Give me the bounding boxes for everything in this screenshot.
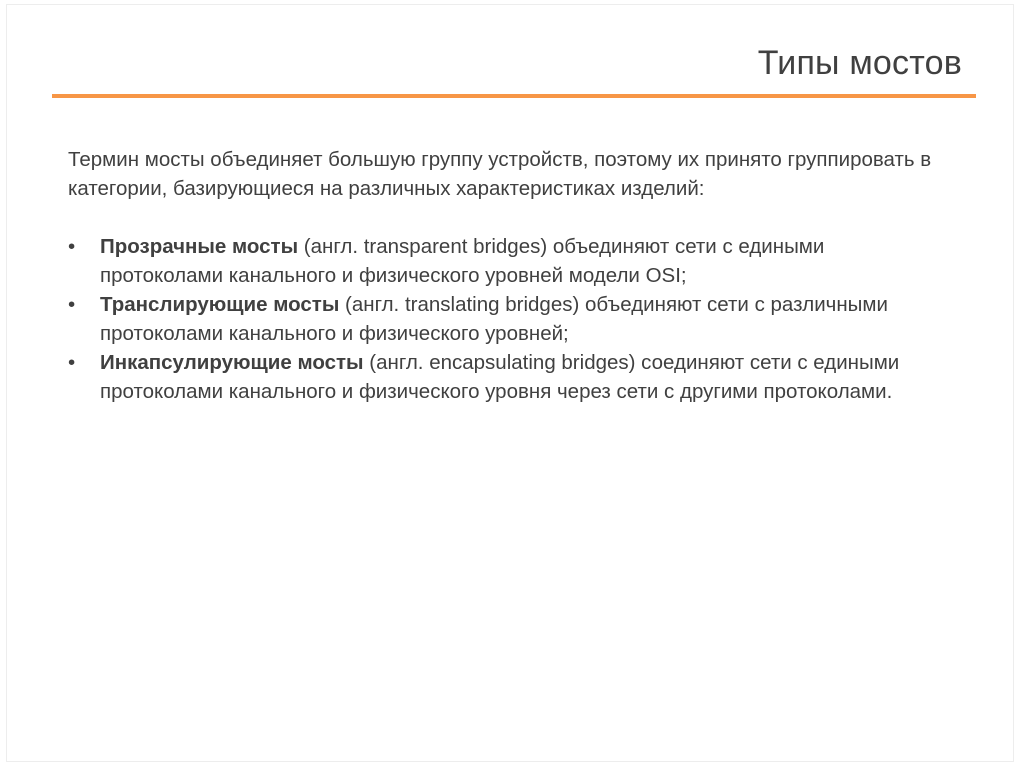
bullet-list: [68, 232, 948, 406]
bullet-text: (англ. transparent bridges) объединяют сети с едиными протоколами канального и физического уровней модели OSI;: [100, 235, 825, 287]
bullet-term: Транслирующие мосты: [100, 293, 340, 316]
title-underline: [52, 94, 976, 98]
bullet-icon: •: [68, 351, 76, 374]
bullet-icon: •: [68, 293, 76, 316]
list-item: [68, 290, 948, 348]
bullet-icon: •: [68, 235, 76, 258]
intro-paragraph: Термин мосты объединяет большую группу устройств, поэтому их принято группировать в категории, базирующиеся на различных характеристиках изделий:: [68, 148, 932, 200]
bullet-text: (англ. translating bridges) объединяют сети с различными протоколами канального и физического уровней;: [100, 293, 888, 345]
list-item: [68, 232, 948, 290]
list-item: [68, 348, 948, 406]
bullet-term: Инкапсулирующие мосты: [100, 351, 364, 374]
slide-body: [68, 145, 948, 406]
bullet-term: Прозрачные мосты: [100, 235, 299, 258]
bullet-text: (англ. encapsulating bridges) соединяют сети с едиными протоколами канального и физического уровня через сети с другими протоколами.: [100, 351, 900, 403]
slide-title: Типы мостов: [757, 44, 962, 82]
